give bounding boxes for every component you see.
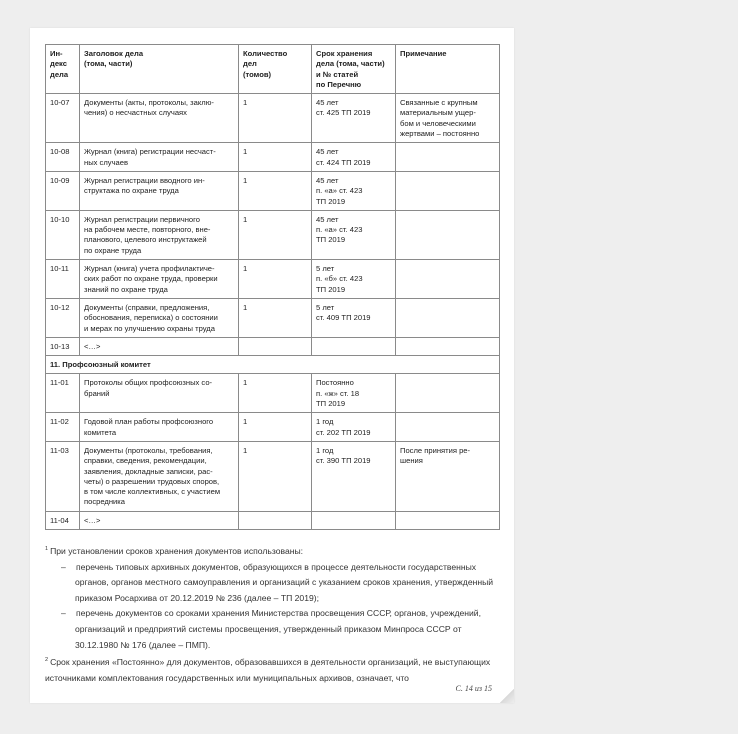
cell-count: [239, 337, 312, 355]
cell-title: Годовой план работы профсоюзного комитета: [80, 413, 239, 442]
cell-count: 1: [239, 441, 312, 511]
footnote-2-text: Срок хранения «Постоянно» для документов, образовавшихся в деятельности организаций, не выступающих источниками комплектования государственных или муниципальных архивов, означает, что: [45, 657, 491, 683]
cell-index: 11-03: [46, 441, 80, 511]
table-row: [46, 143, 500, 172]
table-row: [46, 210, 500, 259]
cell-term: 45 лет ст. 424 ТП 2019: [312, 143, 396, 172]
cell-count: 1: [239, 171, 312, 210]
cell-count: 1: [239, 143, 312, 172]
cell-index: 10-07: [46, 94, 80, 143]
cell-note: [396, 413, 500, 442]
cell-note: Связанные с крупным материальным ущер- бом и человеческими жертвами – постоянно: [396, 94, 500, 143]
cell-term: 45 лет ст. 425 ТП 2019: [312, 94, 396, 143]
cell-term: 45 лет п. «а» ст. 423 ТП 2019: [312, 171, 396, 210]
cell-title: Документы (справки, предложения, обоснования, переписка) о состоянии и мерах по улучшению охраны труда: [80, 298, 239, 337]
page-corner-fold: [500, 689, 514, 703]
table-row: [46, 374, 500, 413]
header-title: Заголовок дела (тома, части): [80, 45, 239, 94]
footnote-2: [45, 653, 501, 686]
nomenclature-table: [45, 44, 500, 530]
footnote-1-mark: 1: [45, 546, 49, 552]
cell-title: Документы (акты, протоколы, заклю- чения) о несчастных случаях: [80, 94, 239, 143]
cell-title: Журнал (книга) регистрации несчаст- ных случаев: [80, 143, 239, 172]
footnotes: [45, 542, 501, 686]
cell-title: <…>: [80, 337, 239, 355]
cell-term: [312, 511, 396, 529]
cell-title: Журнал регистрации первичного на рабочем месте, повторного, вне- планового, целевого инструктажей по охране труда: [80, 210, 239, 259]
cell-count: 1: [239, 94, 312, 143]
cell-index: 11-04: [46, 511, 80, 529]
document-page: [30, 28, 514, 703]
cell-index: 10-13: [46, 337, 80, 355]
cell-term: [312, 337, 396, 355]
cell-index: 10-08: [46, 143, 80, 172]
table-row: [46, 260, 500, 299]
cell-title: Протоколы общих профсоюзных со- браний: [80, 374, 239, 413]
cell-note: [396, 374, 500, 413]
cell-count: 1: [239, 260, 312, 299]
cell-term: 5 лет ст. 409 ТП 2019: [312, 298, 396, 337]
table-row: [46, 337, 500, 355]
cell-index: 10-10: [46, 210, 80, 259]
cell-term: 5 лет п. «б» ст. 423 ТП 2019: [312, 260, 396, 299]
footnote-1-item-text: перечень типовых архивных документов, образующихся в процессе деятельности государственных органов, органов местного самоуправления и организаций с указанием сроков хранения, утвержденный приказом Росархива от 20.12.2019 № 236 (далее – ТП 2019);: [75, 561, 494, 603]
footnote-2-mark: 2: [45, 657, 49, 664]
cell-index: 10-09: [46, 171, 80, 210]
header-term: Срок хранения дела (тома, части) и № статей по Перечню: [312, 45, 396, 94]
footnote-1-item-text: перечень документов со сроками хранения Министерства просвещения СССР, органов, учреждений, организаций и предприятий системы просвещения, утвержденный приказом Минпроса СССР от 30.12.1980 № 176 (далее – ПМП).: [75, 608, 481, 650]
cell-term: 45 лет п. «а» ст. 423 ТП 2019: [312, 210, 396, 259]
cell-note: [396, 511, 500, 529]
cell-note: [396, 260, 500, 299]
cell-title: <…>: [80, 511, 239, 529]
header-index: Ин- декс дела: [46, 45, 80, 94]
cell-count: [239, 511, 312, 529]
cell-title: Журнал (книга) учета профилактиче- ских работ по охране труда, проверки знаний по охране труда: [80, 260, 239, 299]
section-title: 11. Профсоюзный комитет: [46, 356, 500, 374]
table-row: [46, 94, 500, 143]
cell-index: 10-11: [46, 260, 80, 299]
footnote-1-item: – перечень типовых архивных документов, образующихся в процессе деятельности государственных органов, органов местного самоуправления и организаций с указанием сроков хранения, утвержденный приказом Росархива от 20.12.2019 № 236 (далее – ТП 2019);: [61, 561, 494, 603]
cell-note: [396, 337, 500, 355]
cell-index: 11-01: [46, 374, 80, 413]
cell-count: 1: [239, 210, 312, 259]
section-row: [46, 356, 500, 374]
cell-term: Постоянно п. «ж» ст. 18 ТП 2019: [312, 374, 396, 413]
cell-note: [396, 171, 500, 210]
cell-count: 1: [239, 413, 312, 442]
table-row: [46, 511, 500, 529]
cell-note: [396, 298, 500, 337]
table-row: [46, 441, 500, 511]
cell-count: 1: [239, 374, 312, 413]
cell-term: 1 год ст. 202 ТП 2019: [312, 413, 396, 442]
cell-note: После принятия ре- шения: [396, 441, 500, 511]
header-note: Примечание: [396, 45, 500, 94]
table-row: [46, 171, 500, 210]
cell-term: 1 год ст. 390 ТП 2019: [312, 441, 396, 511]
cell-index: 10-12: [46, 298, 80, 337]
cell-count: 1: [239, 298, 312, 337]
cell-index: 11-02: [46, 413, 80, 442]
cell-note: [396, 143, 500, 172]
header-count: Количество дел (томов): [239, 45, 312, 94]
footnote-1: [45, 542, 501, 560]
table-row: [46, 413, 500, 442]
cell-note: [396, 210, 500, 259]
footnote-1-text: При установлении сроков хранения документов использованы:: [50, 546, 304, 556]
page-number: С. 14 из 15: [455, 684, 492, 693]
footnote-1-item: – перечень документов со сроками хранения Министерства просвещения СССР, органов, учреждений, организаций и предприятий системы просвещения, утвержденный приказом Минпроса СССР от 30.12.1980 № 176 (далее – ПМП).: [61, 608, 481, 650]
table-row: [46, 298, 500, 337]
cell-title: Документы (протоколы, требования, справки, сведения, рекомендации, заявления, докладные записки, рас- четы) о разрешении трудовых споров, в том числе коллективных, с участием посредника: [80, 441, 239, 511]
cell-title: Журнал регистрации вводного ин- структажа по охране труда: [80, 171, 239, 210]
table-header-row: [46, 45, 500, 94]
